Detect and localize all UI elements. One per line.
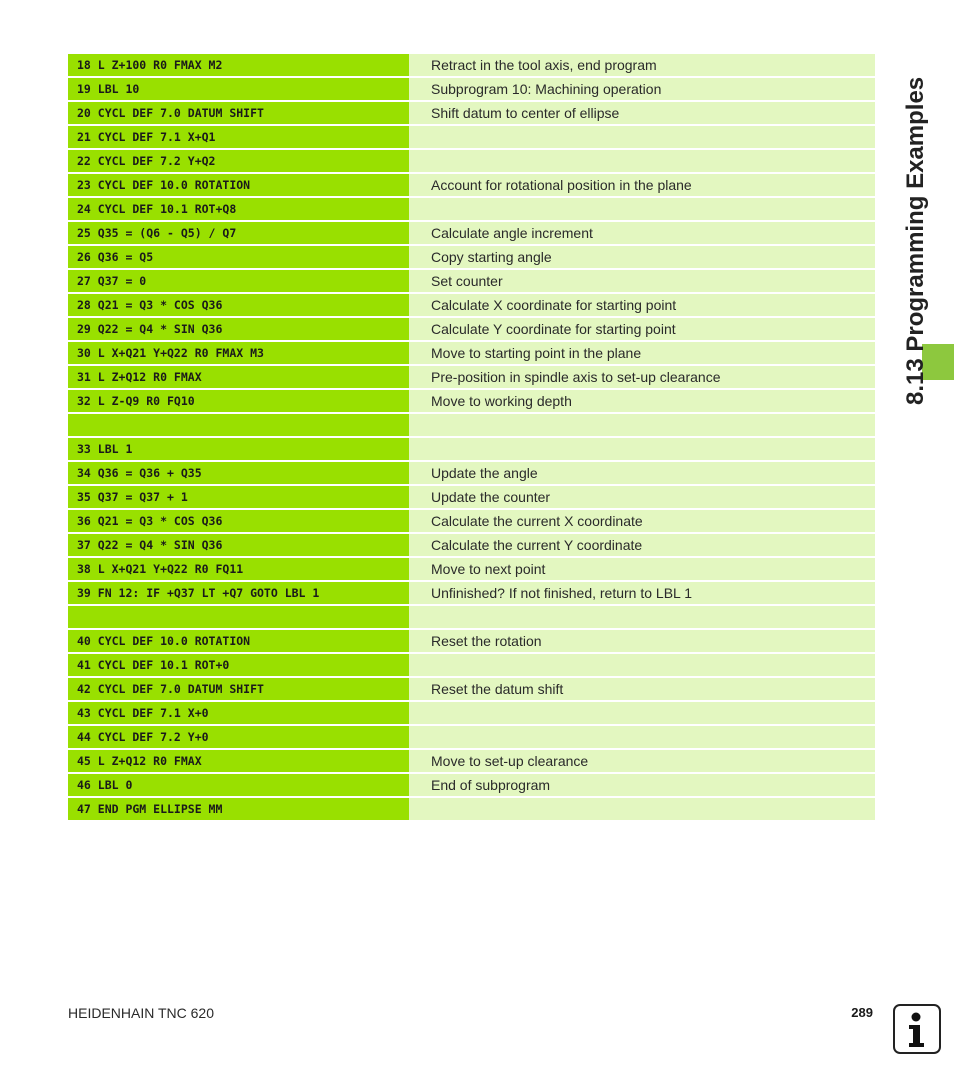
nc-code-cell: 42 CYCL DEF 7.0 DATUM SHIFT (68, 678, 409, 700)
table-row (68, 750, 875, 774)
table-row (68, 726, 875, 750)
nc-code-cell: 24 CYCL DEF 10.1 ROT+Q8 (68, 198, 409, 220)
description-cell: Retract in the tool axis, end program (409, 54, 875, 76)
nc-code-cell: 47 END PGM ELLIPSE MM (68, 798, 409, 820)
description-cell: Move to starting point in the plane (409, 342, 875, 364)
description-cell (409, 150, 875, 172)
table-row (68, 510, 875, 534)
nc-code-cell: 41 CYCL DEF 10.1 ROT+0 (68, 654, 409, 676)
table-row (68, 102, 875, 126)
table-row (68, 78, 875, 102)
description-cell: Pre-position in spindle axis to set-up clearance (409, 366, 875, 388)
nc-code-cell: 38 L X+Q21 Y+Q22 R0 FQ11 (68, 558, 409, 580)
section-title: 8.13 Programming Examples (902, 76, 929, 405)
description-cell: Account for rotational position in the plane (409, 174, 875, 196)
table-row (68, 678, 875, 702)
description-cell: Calculate the current X coordinate (409, 510, 875, 532)
program-listing-table (68, 54, 875, 822)
nc-code-cell: 34 Q36 = Q36 + Q35 (68, 462, 409, 484)
description-cell (409, 198, 875, 220)
description-cell: Move to working depth (409, 390, 875, 412)
nc-code-cell: 45 L Z+Q12 R0 FMAX (68, 750, 409, 772)
table-row (68, 126, 875, 150)
nc-code-cell: 35 Q37 = Q37 + 1 (68, 486, 409, 508)
table-row (68, 438, 875, 462)
description-cell (409, 438, 875, 460)
table-row (68, 558, 875, 582)
table-row (68, 414, 875, 438)
nc-code-cell: 32 L Z-Q9 R0 FQ10 (68, 390, 409, 412)
nc-code-cell (68, 414, 409, 436)
table-row (68, 534, 875, 558)
nc-code-cell: 30 L X+Q21 Y+Q22 R0 FMAX M3 (68, 342, 409, 364)
nc-code-cell: 36 Q21 = Q3 * COS Q36 (68, 510, 409, 532)
table-row (68, 174, 875, 198)
description-cell: Reset the datum shift (409, 678, 875, 700)
description-cell: Copy starting angle (409, 246, 875, 268)
description-cell: Shift datum to center of ellipse (409, 102, 875, 124)
description-cell (409, 702, 875, 724)
nc-code-cell: 25 Q35 = (Q6 - Q5) / Q7 (68, 222, 409, 244)
table-row (68, 654, 875, 678)
nc-code-cell (68, 606, 409, 628)
description-cell: Update the angle (409, 462, 875, 484)
description-cell: Move to set-up clearance (409, 750, 875, 772)
description-cell: Move to next point (409, 558, 875, 580)
info-icon (893, 1004, 941, 1054)
table-row (68, 318, 875, 342)
nc-code-cell: 27 Q37 = 0 (68, 270, 409, 292)
page-number: 289 (851, 1005, 873, 1020)
table-row (68, 246, 875, 270)
table-row (68, 342, 875, 366)
table-row (68, 390, 875, 414)
description-cell: Calculate the current Y coordinate (409, 534, 875, 556)
nc-code-cell: 19 LBL 10 (68, 78, 409, 100)
table-row (68, 150, 875, 174)
description-cell (409, 726, 875, 748)
nc-code-cell: 28 Q21 = Q3 * COS Q36 (68, 294, 409, 316)
description-cell (409, 606, 875, 628)
table-row (68, 366, 875, 390)
nc-code-cell: 26 Q36 = Q5 (68, 246, 409, 268)
table-row (68, 606, 875, 630)
footer-product-name: HEIDENHAIN TNC 620 (68, 1005, 215, 1021)
description-cell: Calculate X coordinate for starting point (409, 294, 875, 316)
description-cell (409, 654, 875, 676)
nc-code-cell: 20 CYCL DEF 7.0 DATUM SHIFT (68, 102, 409, 124)
nc-code-cell: 43 CYCL DEF 7.1 X+0 (68, 702, 409, 724)
description-cell (409, 798, 875, 820)
table-row (68, 582, 875, 606)
nc-code-cell: 23 CYCL DEF 10.0 ROTATION (68, 174, 409, 196)
table-row (68, 198, 875, 222)
table-row (68, 486, 875, 510)
table-row (68, 462, 875, 486)
table-row (68, 222, 875, 246)
nc-code-cell: 40 CYCL DEF 10.0 ROTATION (68, 630, 409, 652)
info-icon-glyph (895, 1006, 939, 1052)
description-cell (409, 414, 875, 436)
description-cell: End of subprogram (409, 774, 875, 796)
table-row (68, 294, 875, 318)
nc-code-cell: 37 Q22 = Q4 * SIN Q36 (68, 534, 409, 556)
description-cell (409, 126, 875, 148)
description-cell: Calculate Y coordinate for starting point (409, 318, 875, 340)
table-row (68, 270, 875, 294)
nc-code-cell: 29 Q22 = Q4 * SIN Q36 (68, 318, 409, 340)
nc-code-cell: 22 CYCL DEF 7.2 Y+Q2 (68, 150, 409, 172)
table-row (68, 702, 875, 726)
description-cell: Unfinished? If not finished, return to LBL 1 (409, 582, 875, 604)
description-cell: Update the counter (409, 486, 875, 508)
description-cell: Reset the rotation (409, 630, 875, 652)
table-row (68, 54, 875, 78)
nc-code-cell: 46 LBL 0 (68, 774, 409, 796)
description-cell: Subprogram 10: Machining operation (409, 78, 875, 100)
table-row (68, 630, 875, 654)
table-row (68, 774, 875, 798)
description-cell: Calculate angle increment (409, 222, 875, 244)
table-row (68, 798, 875, 822)
description-cell: Set counter (409, 270, 875, 292)
nc-code-cell: 33 LBL 1 (68, 438, 409, 460)
nc-code-cell: 44 CYCL DEF 7.2 Y+0 (68, 726, 409, 748)
nc-code-cell: 31 L Z+Q12 R0 FMAX (68, 366, 409, 388)
nc-code-cell: 18 L Z+100 R0 FMAX M2 (68, 54, 409, 76)
nc-code-cell: 39 FN 12: IF +Q37 LT +Q7 GOTO LBL 1 (68, 582, 409, 604)
nc-code-cell: 21 CYCL DEF 7.1 X+Q1 (68, 126, 409, 148)
